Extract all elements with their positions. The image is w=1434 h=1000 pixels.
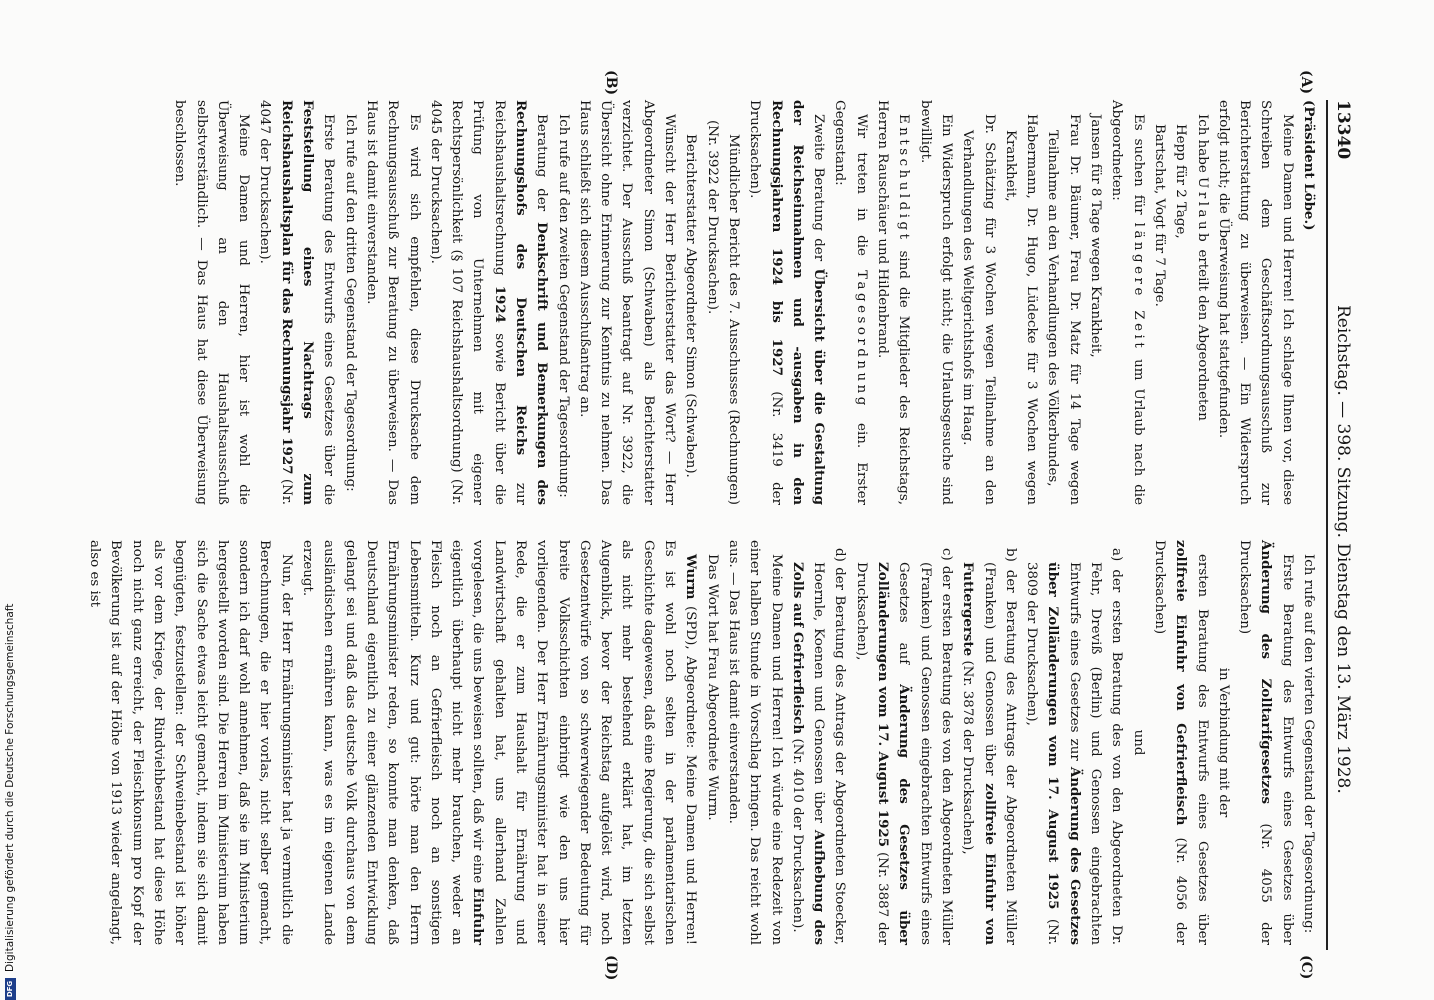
- list-item: d) der Beratung des Antrags der Abgeordneten Stoecker, Hoernle, Koenen und Genossen über Aufhebung des Zolls auf Gefrierfleisch (Nr. 4010 der Drucksachen).: [789, 548, 848, 945]
- list-item: b) der Beratung des Antrags der Abgeordneten Müller (Franken) und Genossen über zollfreie Einfuhr von Futtergerste (Nr. 3878 der Drucksachen),: [960, 548, 1018, 945]
- margin-mark-a: (A): [1298, 70, 1314, 95]
- paragraph: Frau Dr. Bäumer, Frau Dr. Matz für 14 Tage wegen Teilnahme an den Verhandlungen des Völkerbundes,: [1045, 114, 1082, 505]
- paragraph: Bartschat, Vogt für 7 Tage.: [1151, 124, 1167, 307]
- paragraph: Ich habe Urlaub erteilt den Abgeordneten: [1194, 114, 1210, 421]
- paragraph: Hepp für 2 Tage,: [1173, 124, 1189, 239]
- paragraph: Wünscht der Herr Berichterstatter das Wort? — Herr Abgeordneter Simon (Schwaben) als Berichterstatter verzichtet. Der Ausschuß beantragt auf Nr. 3922, die Übersicht ohne Erinnerung zur Kenntnis zu nehmen. Das Haus schließt sich diesem Ausschußantrag an.: [576, 100, 678, 505]
- paragraph: Dr. Schätzing für 3 Wochen wegen Teilnahme an den Verhandlungen des Weltgerichtshofs im Haag.: [960, 114, 997, 505]
- paragraph: Erste Beratung des Entwurfs eines Gesetzes über die Feststellung eines Nachtrags zum Reichshaushaltsplan für das Rechnungsjahr 1927 (Nr. 4047 der Drucksachen).: [257, 100, 337, 505]
- paragraph: Wurm (SPD), Abgeordnete: Meine Damen und Herren! Es ist wohl noch selten in der parlamentarischen Geschichte dagewesen, daß eine Regierung, die sich selbst als nicht mehr bestehend erklärt hat, im letzten Augenblick, bevor der Reichstag aufgelöst wird, noch Gesetzentwürfe von so schwerwiegender Bedeutung für breite Volksschichten einbringt wie den uns hier vorliegenden. Der Herr Ernährungsminister hat in seiner Rede, die er zum Haushalt für Ernährung und Landwirtschaft gehalten hat, uns allerhand Zahlen vorgelesen, die uns beweisen sollten, daß wir eine Einfuhr eigentlich überhaupt nicht mehr brauchen, weder an Fleisch noch an Gefrierfleisch noch an sonstigen Lebensmitteln. Kurz und gut: hörte man den Herrn Ernährungsminister reden, so konnte man denken, daß Deutschland eigentlich zu einer glänzenden Entwicklung gelangt sei und daß das deutsche Volk durchaus von dem ausländischen ernähren kann, was es im eigenen Lande erzeugt.: [300, 540, 700, 945]
- list-item: c) der ersten Beratung des von den Abgeordneten Müller (Franken) und Genossen eingebrachten Entwurfs eines Gesetzes auf Änderung des Gesetzes über Zolländerungen vom 17. August 1925 (Nr. 3887 der Drucksachen),: [853, 548, 954, 945]
- paragraph: und: [1130, 729, 1146, 756]
- paragraph: Ein Widerspruch erfolgt nicht; die Urlaubsgesuche sind bewilligt.: [917, 100, 954, 505]
- list-item: a) der ersten Beratung des von den Abgeordneten Dr. Fehr, Dreviß (Berlin) und Genossen eingebrachten Entwurfs eines Gesetzes zur Änderung des Gesetzes über Zolländerungen vom 17. August 1925 (Nr. 3809 der Drucksachen),: [1024, 548, 1125, 945]
- paragraph: Jansen für 8 Tage wegen Krankheit,: [1088, 114, 1104, 358]
- paragraph: Ich rufe auf den zweiten Gegenstand der Tagesordnung:: [555, 114, 571, 498]
- paragraph: ersten Beratung des Entwurfs eines Gesetzes über zollfreie Einfuhr von Gefrierfleisch (Nr. 4056 der Drucksachen): [1151, 540, 1210, 945]
- paragraph: Zweite Beratung der Übersicht über die Gestaltung der Reichseinnahmen und -ausgaben in den Rechnungsjahren 1924 bis 1927 (Nr. 3419 der Drucksachen).: [747, 100, 828, 505]
- digitization-note: [2, 0, 18, 1000]
- running-head-title: Reichstag. — 398. Sitzung. Dienstag den 13. März 1928.: [1333, 305, 1353, 794]
- paragraph: Meine Damen und Herren, hier ist wohl die Überweisung an den Haushaltsausschuß selbstverständlich. — Das Haus hat diese Überweisung beschlossen.: [172, 100, 252, 505]
- paragraph: Entschuldigt sind die Mitglieder des Reichstags, Herren Rauschäuer und Hildenbrand.: [875, 100, 912, 505]
- dfg-logo: DFG: [5, 978, 16, 1000]
- paragraph: in Verbindung mit der: [1215, 667, 1231, 818]
- paragraph: Mündlicher Bericht des 7. Ausschusses (Rechnungen) (Nr. 3922 der Drucksachen).: [704, 120, 741, 505]
- paragraph: Nun, der Herr Ernährungsminister hat ja vermutlich die Berechnungen, die er hier vorlas, nicht selber gemacht, sondern ich darf wohl annehmen, daß sie im Ministerium hergestellt worden sind. Die Herren im Ministerium haben sich die Sache etwas leicht gemacht, indem sie sich damit begnügten, festzustellen: der Schweinebestand ist höher als vor dem Kriege, der Rindviehbestand hat diese Höhe noch nicht ganz erreicht, der Fleischkonsum pro Kopf der Bevölkerung ist auf der Höhe von 1913 wieder angelangt, also es ist: [87, 540, 294, 945]
- digitization-note-text: Digitalisierung gefördert durch die Deutsche Forschungsgemeinschaft: [4, 603, 16, 972]
- paragraph: Berichterstatter Abgeordneter Simon (Schwaben).: [683, 134, 699, 478]
- paragraph: Es wird sich empfehlen, diese Drucksache dem Rechnungsausschuß zur Beratung zu überweisen. — Das Haus ist damit einverstanden.: [363, 100, 422, 505]
- paragraph: Ich rufe auf den vierten Gegenstand der Tagesordnung:: [1301, 554, 1316, 934]
- running-head: [1331, 100, 1355, 950]
- paragraph: Meine Damen und Herren! Ich schlage Ihnen vor, diese Schreiben dem Geschäftsordnungsausschuß zur Berichterstattung zu überweisen. — Ein Widerspruch erfolgt nicht; die Überweisung hat stattgefunden.: [1215, 100, 1295, 505]
- paragraph: Ich rufe auf den dritten Gegenstand der Tagesordnung:: [342, 114, 358, 492]
- paragraph: Es suchen für längere Zeit um Urlaub nach die Abgeordneten:: [1109, 100, 1146, 505]
- paragraph: Erste Beratung des Entwurfs eines Gesetzes über Änderung des Zolltarifgesetzes (Nr. 4055 der Drucksachen): [1237, 540, 1295, 945]
- header-rule: [1326, 100, 1328, 950]
- right-column: [87, 540, 1319, 945]
- rotated-page: [87, 70, 1355, 981]
- paragraph: Wir treten in die Tagesordnung ein. Erster Gegenstand:: [832, 100, 869, 505]
- paragraph: Das Wort hat Frau Abgeordnete Wurm.: [704, 554, 720, 821]
- page-number: 13340: [1333, 100, 1353, 160]
- margin-mark-d: (D): [603, 955, 619, 981]
- margin-mark-c: (C): [1298, 955, 1314, 980]
- paragraph: Habermann, Dr. Hugo, Lüdecke für 3 Wochen wegen Krankheit,: [1002, 114, 1040, 505]
- margin-mark-b: (B): [603, 70, 619, 96]
- paragraph: Meine Damen und Herren! Ich würde eine Redezeit von einer halben Stunde in Vorschlag bringen. Das reicht wohl aus. — Das Haus ist damit einverstanden.: [725, 540, 784, 945]
- left-column: [139, 100, 1319, 505]
- speaker-label: (Präsident Löbe.): [1301, 100, 1317, 231]
- paragraph: Beratung der Denkschrift und Bemerkungen des Rechnungshofs des Deutschen Reichs zur Reichshaushaltsrechnung 1924 sowie Bericht über die Prüfung von Unternehmen mit eigener Rechtspersönlichkeit (§ 107 Reichshaushaltsordnung) (Nr. 4045 der Drucksachen).: [427, 100, 551, 505]
